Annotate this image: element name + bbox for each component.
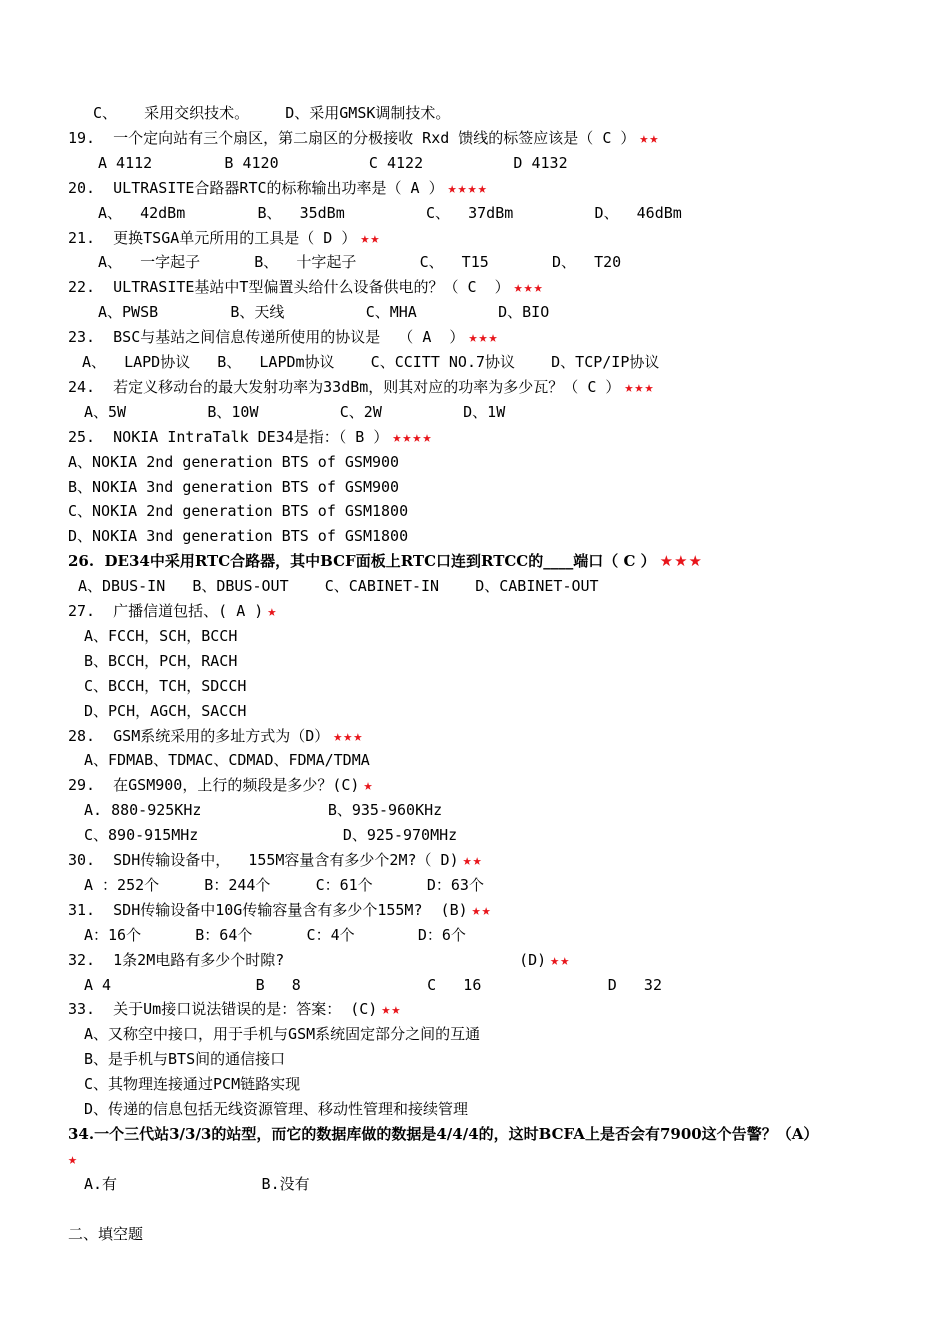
document-line — [64, 1147, 950, 1172]
line-text: A、又称空中接口，用于手机与GSM系统固定部分之间的互通 — [84, 1025, 481, 1044]
difficulty-stars: ★★ — [381, 1000, 402, 1019]
document-line — [68, 948, 950, 973]
line-text: A ：252个 B：244个 C：61个 D：63个 — [84, 875, 484, 894]
line-text: A 4112 B 4120 C 4122 D 4132 — [98, 153, 568, 172]
line-text: 26. DE34中采用RTC合路器，其中BCF面板上RTC口连到RTCC的____端口（ C ） — [68, 552, 656, 571]
line-text: A、 LAPD协议 B、 LAPDm协议 C、CCITT NO.7协议 D、TCP/IP协议 — [82, 353, 660, 371]
difficulty-stars: ★★ — [360, 228, 381, 247]
line-text: A、FDMAB、TDMAC、CDMAD、FDMA/TDMA — [84, 751, 370, 770]
line-text: A 4 B 8 C 16 D 32 — [84, 975, 662, 994]
line-text: B、BCCH，PCH，RACH — [84, 651, 238, 670]
document-line — [68, 275, 950, 300]
line-text: 29. 在GSM900，上行的频段是多少？(C) — [68, 776, 360, 795]
document-line — [68, 1122, 950, 1147]
document-line — [84, 823, 950, 848]
document-line — [68, 599, 950, 624]
line-text: A、 42dBm B、 35dBm C、 37dBm D、 46dBm — [98, 203, 682, 222]
line-text: A. 880-925KHz B、935-960KHz — [84, 801, 443, 820]
line-text: 30. SDH传输设备中， 155M容量含有多少个2M?（ D) — [68, 851, 459, 869]
document-line — [84, 400, 950, 425]
document-line — [68, 375, 950, 400]
document-line — [68, 499, 950, 524]
difficulty-stars: ★★★ — [333, 726, 364, 745]
document-line — [68, 226, 950, 251]
line-text: D、NOKIA 3nd generation BTS of GSM1800 — [68, 527, 409, 546]
document-line — [98, 201, 950, 226]
document-line — [68, 475, 950, 500]
line-text: 21. 更换TSGA单元所用的工具是（ D ） — [68, 228, 357, 247]
difficulty-stars: ★ — [363, 776, 374, 795]
difficulty-stars: ★★ — [639, 128, 660, 147]
line-text: 33. 关于Um接口说法错误的是：答案： (C) — [68, 1000, 378, 1019]
document-line — [68, 126, 950, 151]
line-text: 32. 1条2M电路有多少个时隙? (D) — [68, 950, 547, 969]
document-line — [68, 724, 950, 749]
difficulty-stars: ★ — [68, 1149, 79, 1168]
difficulty-stars: ★ — [267, 602, 278, 620]
line-text: 20. ULTRASITE合路器RTC的标称输出功率是（ A ） — [68, 178, 444, 197]
document-line — [84, 649, 950, 674]
document-line — [68, 176, 950, 201]
line-text: D、传递的信息包括无线资源管理、移动性管理和接续管理 — [84, 1100, 469, 1118]
difficulty-stars: ★★★ — [513, 278, 544, 297]
document-line — [68, 997, 950, 1022]
line-text: 31. SDH传输设备中10G传输容量含有多少个155M? (B) — [68, 900, 468, 919]
document-line — [68, 848, 950, 873]
line-text: A.有 B.没有 — [84, 1174, 310, 1193]
line-text: D、PCH，AGCH，SACCH — [84, 701, 247, 720]
line-text: A、FCCH，SCH，BCCH — [84, 626, 238, 645]
document-line — [84, 973, 950, 998]
document-line — [84, 1172, 950, 1197]
line-text: B、是手机与BTS间的通信接口 — [84, 1050, 286, 1069]
document-line — [68, 1197, 950, 1222]
document-line — [68, 1222, 950, 1247]
document-line — [68, 773, 950, 798]
document-line — [68, 450, 950, 475]
document-line — [84, 1072, 950, 1097]
line-text: A、 一字起子 B、 十字起子 C、 T15 D、 T20 — [98, 253, 622, 272]
line-text: A、DBUS-IN B、DBUS-OUT C、CABINET-IN D、CABINET-OUT — [78, 577, 599, 596]
line-text: 24. 若定义移动台的最大发射功率为33dBm，则其对应的功率为多少瓦？（ C ） — [68, 377, 621, 396]
document-line — [84, 798, 950, 823]
document-line — [84, 873, 950, 898]
document-line — [68, 425, 950, 450]
line-text: 19. 一个定向站有三个扇区，第二扇区的分极接收 Rxd 馈线的标签应该是（ C ） — [68, 128, 636, 147]
document-line — [84, 1047, 950, 1072]
difficulty-stars: ★★★ — [468, 328, 499, 347]
document-line — [98, 250, 950, 275]
document-line — [68, 898, 950, 923]
document-line — [84, 624, 950, 649]
difficulty-stars: ★★ — [462, 851, 483, 869]
line-text: C、 采用交织技术。 D、采用GMSK调制技术。 — [93, 104, 451, 122]
document-line — [68, 549, 950, 574]
document-line — [68, 524, 950, 549]
line-text: A、NOKIA 2nd generation BTS of GSM900 — [68, 452, 400, 471]
line-text: 25. NOKIA IntraTalk DE34是指：（ B ） — [68, 427, 389, 446]
line-text: 22. ULTRASITE基站中T型偏置头给什么设备供电的？（ C ） — [68, 278, 510, 297]
document-line — [84, 748, 950, 773]
line-text: C、BCCH，TCH，SDCCH — [84, 676, 247, 695]
difficulty-stars: ★★ — [550, 950, 571, 969]
line-text: C、NOKIA 2nd generation BTS of GSM1800 — [68, 502, 409, 521]
document-line — [82, 350, 950, 375]
line-text: A、PWSB B、天线 C、MHA D、BIO — [98, 303, 550, 322]
document-line — [84, 1022, 950, 1047]
line-text: 27. 广播信道包括、( A ) — [68, 602, 264, 620]
difficulty-stars: ★★ — [471, 900, 492, 919]
difficulty-stars: ★★★★ — [392, 427, 433, 446]
line-text: C、890-915MHz D、925-970MHz — [84, 826, 458, 845]
line-text: A、5W B、10W C、2W D、1W — [84, 402, 506, 421]
line-text: 28. GSM系统采用的多址方式为（D） — [68, 726, 330, 745]
document-line — [84, 699, 950, 724]
document-line — [84, 1097, 950, 1122]
document-line — [98, 151, 950, 176]
line-text: 二、填空题 — [68, 1224, 144, 1243]
line-text: A：16个 B：64个 C：4个 D：6个 — [84, 925, 466, 944]
document-line — [84, 923, 950, 948]
document-line — [98, 300, 950, 325]
document-line — [78, 574, 950, 599]
document-line — [84, 674, 950, 699]
line-text: B、NOKIA 3nd generation BTS of GSM900 — [68, 477, 400, 496]
difficulty-stars: ★★★ — [659, 552, 703, 571]
difficulty-stars: ★★★ — [624, 377, 655, 396]
difficulty-stars: ★★★★ — [447, 178, 488, 197]
document-line — [93, 101, 950, 126]
line-text: C、其物理连接通过PCM链路实现 — [84, 1075, 301, 1094]
line-text: 34.一个三代站3/3/3的站型，而它的数据库做的数据是4/4/4的，这时BCFA上是否会有7900这个告警？（A） — [68, 1124, 819, 1143]
line-text: 23. BSC与基站之间信息传递所使用的协议是 （ A ） — [68, 328, 465, 347]
document-line — [68, 325, 950, 350]
